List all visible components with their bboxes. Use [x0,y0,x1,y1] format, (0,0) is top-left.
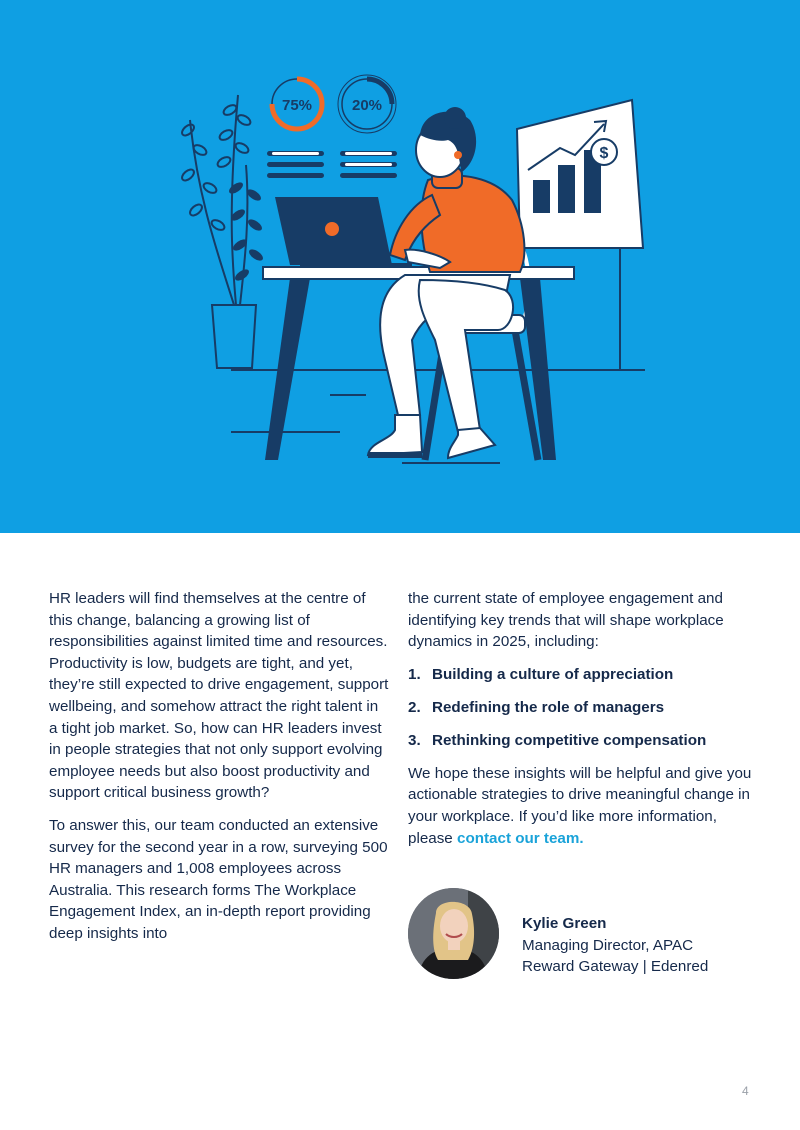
trends-list [408,664,753,752]
chart-symbol: $ [599,145,609,162]
survey-paragraph: To answer this, our team conducted an extensive survey for the second year in a row, surveying 500 HR managers and 1,008 employees across Australia. This research forms The Workplace Engagement Index, an in-depth report providing deep insights into [49,816,388,942]
signer-title: Managing Director, APAC [522,936,694,954]
body-left-column [49,588,389,956]
contact-link[interactable]: contact our team. [457,829,584,847]
stat-ring-1 [272,79,322,129]
list-item: 1. Building a culture of appreciation [408,665,674,683]
avatar [408,888,499,979]
page-number: 4 [742,1084,749,1098]
signer-name: Kylie Green [522,915,607,932]
trends-intro-paragraph: the current state of employee engagement and identifying key trends that will shape workplace dynamics in 2025, including: [408,590,724,651]
plant-icon [180,95,265,368]
laptop-icon [275,197,412,268]
stat-ring-2 [338,75,396,133]
illustration-svg [0,0,800,533]
hero-illustration [0,0,800,533]
list-item: 2. Redefining the role of managers [408,698,665,716]
intro-paragraph: HR leaders will find themselves at the centre of this change, balancing a growing list of responsibilities against limited time and resources. Productivity is low, budgets are tight, and yet, they’re still expected to drive engagement, support wellbeing, and somehow attract the right talent in a tight job market. So, how can HR leaders invest in people strategies that not only support evolving employee needs but also boost productivity and support critical business growth? [49,590,389,802]
stat-2-label: 20% [351,97,383,114]
signature-text [522,913,708,978]
person-icon [368,107,524,458]
list-item: 3. Rethinking competitive compensation [408,731,707,749]
portrait-photo [408,888,499,979]
signature-block [408,888,768,983]
stat-1-label: 75% [281,97,313,114]
closing-paragraph: We hope these insights will be helpful and give you actionable strategies to drive meaningful change in your workplace. If you’d like more information, please contact our team. [408,764,752,847]
signer-company: Reward Gateway | Edenred [522,958,709,976]
body-right-column [408,588,753,860]
